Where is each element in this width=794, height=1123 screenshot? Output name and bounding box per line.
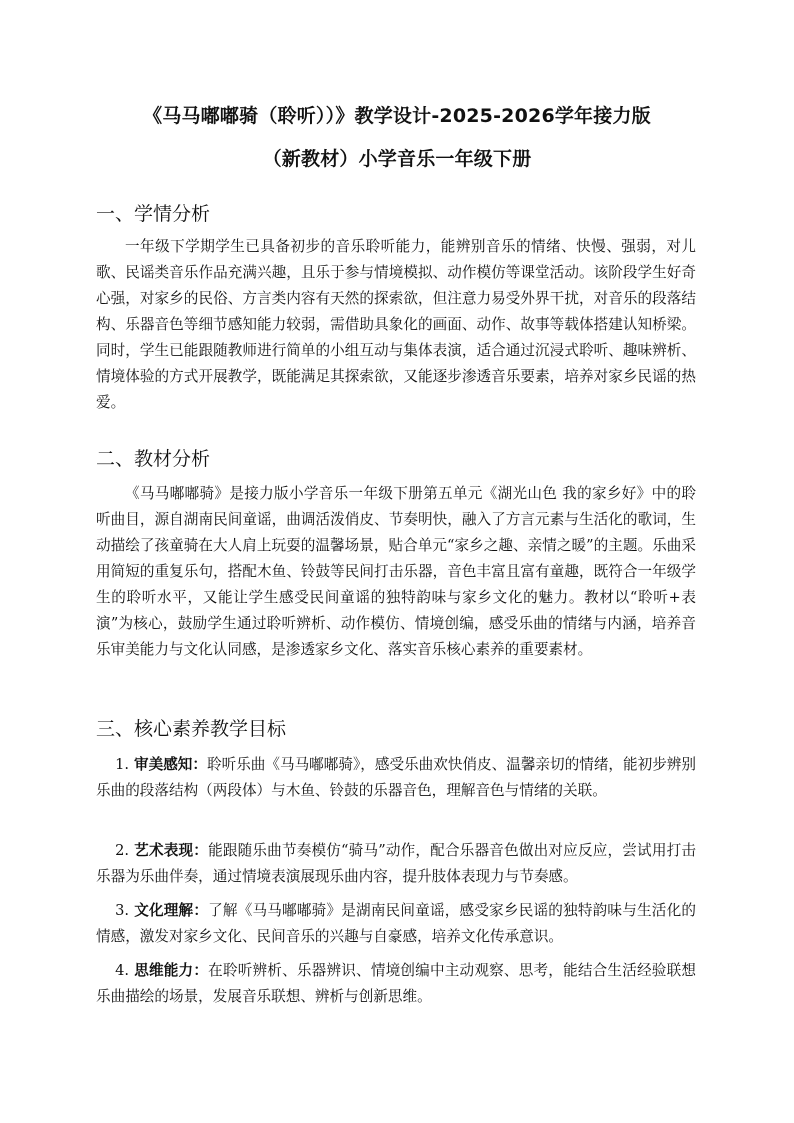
goal-text: 能跟随乐曲节奏模仿“骑马”动作，配合乐器音色做出对应反应，尝试用打击乐器为乐曲伴奏，通过情境表演展现乐曲内容，提升肢体表现力与节奏感。 <box>96 842 696 885</box>
section-heading-textbook-analysis: 二、教材分析 <box>96 448 211 470</box>
goal-number: 3. <box>115 902 129 919</box>
goal-item-thinking <box>96 958 696 1010</box>
section-heading-student-analysis: 一、学情分析 <box>96 203 211 225</box>
goal-number: 1. <box>115 756 129 773</box>
goal-item-culture <box>96 898 696 950</box>
goal-number: 4. <box>115 962 129 979</box>
document-title-line-1: 《马马嘟嘟骑（聆听））》教学设计-2025-2026学年接力版 <box>143 105 651 127</box>
goal-text: 聆听乐曲《马马嘟嘟骑》，感受乐曲欢快俏皮、温馨亲切的情绪，能初步辨别乐曲的段落结构（两段体）与木鱼、铃鼓的乐器音色，理解音色与情绪的关联。 <box>96 756 696 799</box>
goal-keyword: 思维能力： <box>134 962 209 979</box>
section-paragraph-student-analysis: 一年级下学期学生已具备初步的音乐聆听能力，能辨别音乐的情绪、快慢、强弱，对儿歌、民谣类音乐作品充满兴趣，且乐于参与情境模拟、动作模仿等课堂活动。该阶段学生好奇心强，对家乡的民俗、方言类内容有天然的探索欲，但注意力易受外界干扰，对音乐的段落结构、乐器音色等细节感知能力较弱，需借助具象化的画面、动作、故事等载体搭建认知桥梁。同时，学生已能跟随教师进行简单的小组互动与集体表演，适合通过沉浸式聆听、趣味辨析、情境体验的方式开展教学，既能满足其探索欲，又能逐步渗透音乐要素，培养对家乡民谣的热爱。 <box>96 238 696 411</box>
goal-text: 了解《马马嘟嘟骑》是湖南民间童谣，感受家乡民谣的独特韵味与生活化的情感，激发对家乡文化、民间音乐的兴趣与自豪感，培养文化传承意识。 <box>96 902 696 945</box>
goal-item-aesthetic <box>96 752 696 804</box>
goal-keyword: 审美感知： <box>134 756 207 773</box>
goal-keyword: 文化理解： <box>134 902 209 919</box>
section-heading-teaching-goals: 三、核心素养教学目标 <box>96 718 287 740</box>
goal-number: 2. <box>115 842 129 859</box>
goal-item-performance <box>96 838 696 890</box>
document-title-line-2: （新教材）小学音乐一年级下册 <box>262 148 532 170</box>
goal-keyword: 艺术表现： <box>134 842 209 859</box>
section-paragraph-textbook-analysis: 《马马嘟嘟骑》是接力版小学音乐一年级下册第五单元《湖光山色 我的家乡好》中的聆听曲目，源自湖南民间童谣，曲调活泼俏皮、节奏明快，融入了方言元素与生活化的歌词，生动描绘了孩童骑在大人肩上玩耍的温馨场景，贴合单元“家乡之趣、亲情之暖”的主题。乐曲采用简短的重复乐句，搭配木鱼、铃鼓等民间打击乐器，音色丰富且富有童趣，既符合一年级学生的聆听水平，又能让学生感受民间童谣的独特韵味与家乡文化的魅力。教材以“聆听+表演”为核心，鼓励学生通过聆听辨析、动作模仿、情境创编，感受乐曲的情绪与内涵，培养音乐审美能力与文化认同感，是渗透家乡文化、落实音乐核心素养的重要素材。 <box>96 485 696 658</box>
goal-text: 在聆听辨析、乐器辨识、情境创编中主动观察、思考，能结合生活经验联想乐曲描绘的场景，发展音乐联想、辨析与创新思维。 <box>96 962 696 1005</box>
